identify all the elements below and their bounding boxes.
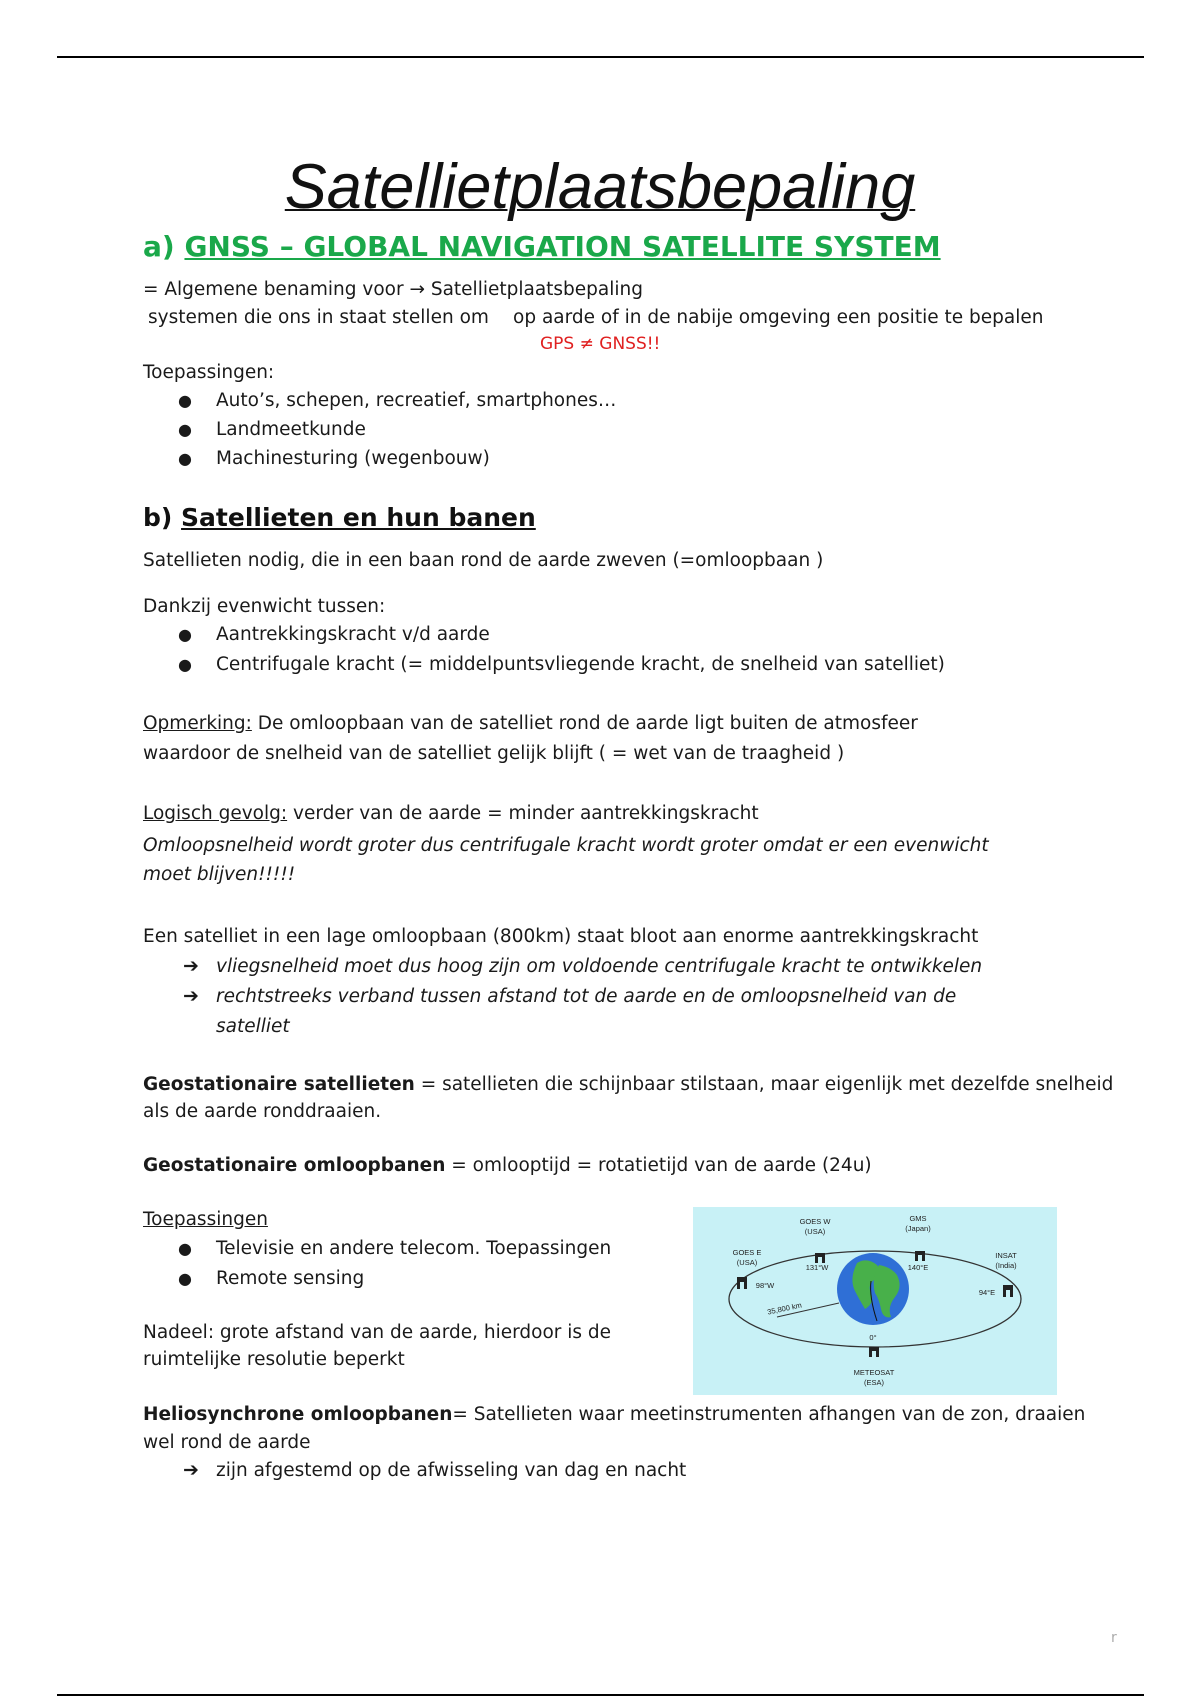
helio-arrow-text: zijn afgestemd op de afwisseling van dag en nacht <box>216 1460 687 1481</box>
geo-sat-line1 <box>143 1074 1113 1096</box>
remark-text: De omloopbaan van de satelliet rond de aarde ligt buiten de atmosfeer <box>251 713 918 734</box>
label-goes-e-sub: (USA) <box>736 1258 758 1267</box>
geo-orbit-line <box>143 1155 872 1177</box>
remark-line1 <box>143 713 918 735</box>
low-orbit-arrow-2a: rechtstreeks verband tussen afstand tot de aarde en de omloopsnelheid van de <box>216 986 957 1007</box>
label-goes-e: GOES E <box>732 1248 762 1257</box>
helio-label: Heliosynchrone omloopbanen <box>143 1404 453 1425</box>
geo-app-item-2: Remote sensing <box>216 1268 365 1289</box>
page-mark: r <box>1111 1630 1117 1646</box>
gps-note: GPS ≠ GNSS!! <box>540 334 661 354</box>
label-insat-sub: (India) <box>995 1261 1017 1270</box>
bullet-icon: ● <box>178 1239 192 1258</box>
arrow-right-icon: ➔ <box>183 985 199 1007</box>
bullet-icon: ● <box>178 420 192 439</box>
app-item-2: Landmeetkunde <box>216 419 366 440</box>
logical-italic-2: moet blijven!!!!! <box>143 864 296 885</box>
balance-label: Dankzij evenwicht tussen: <box>143 596 386 617</box>
label-insat: INSAT <box>995 1251 1017 1260</box>
geo-app-item-1: Televisie en andere telecom. Toepassingen <box>216 1238 612 1259</box>
disadvantage-line2: ruimtelijke resolutie beperkt <box>143 1349 405 1370</box>
section-b-heading <box>143 503 536 533</box>
satellite-insat-icon <box>1003 1285 1013 1297</box>
logical-text: verder van de aarde = minder aantrekkingskracht <box>287 803 759 824</box>
geostationary-orbit-diagram <box>693 1207 1057 1395</box>
balance-item-2: Centrifugale kracht (= middelpuntsvliegende kracht, de snelheid van satelliet) <box>216 654 945 675</box>
gnss-definition-line2b: op aarde of in de nabije omgeving een positie te bepalen <box>513 307 1044 328</box>
bullet-icon: ● <box>178 655 192 674</box>
balance-item-1: Aantrekkingskracht v/d aarde <box>216 624 490 645</box>
app-item-1: Auto’s, schepen, recreatief, smartphones… <box>216 390 617 411</box>
remark-label: Opmerking: <box>143 713 252 734</box>
section-a-prefix: a) <box>143 230 175 263</box>
orbit-intro: Satellieten nodig, die in een baan rond de aarde zweven (=omloopbaan ) <box>143 550 824 571</box>
geo-apps-label: Toepassingen <box>143 1209 268 1230</box>
helio-text: = Satellieten waar meetinstrumenten afhangen van de zon, draaien <box>452 1404 1086 1425</box>
section-b-prefix: b) <box>143 503 173 532</box>
label-meteosat-sub: (ESA) <box>863 1378 885 1387</box>
satellite-gms-icon <box>915 1251 925 1261</box>
logical-italic-1: Omloopsnelheid wordt groter dus centrifugale kracht wordt groter omdat er een evenwicht <box>143 835 989 856</box>
label-gms-deg: 140°E <box>907 1263 929 1272</box>
logical-line <box>143 803 759 825</box>
geo-orbit-text: = omlooptijd = rotatietijd van de aarde (24u) <box>445 1155 872 1176</box>
label-goes-w-sub: (USA) <box>804 1227 826 1236</box>
gnss-definition-line2a: systemen die ons in staat stellen om <box>148 307 489 328</box>
arrow-right-icon: ➔ <box>183 955 199 977</box>
label-goes-w-deg: 131°W <box>805 1263 829 1272</box>
apps-label: Toepassingen: <box>143 362 275 383</box>
geo-sat-line2: als de aarde ronddraaien. <box>143 1101 382 1122</box>
satellite-goes-e-icon <box>737 1277 747 1289</box>
helio-line2: wel rond de aarde <box>143 1432 311 1453</box>
low-orbit-arrow-1: vliegsnelheid moet dus hoog zijn om voldoende centrifugale kracht te ontwikkelen <box>216 956 983 977</box>
label-goes-e-deg: 98°W <box>755 1281 775 1290</box>
orbit-diagram-svg <box>693 1207 1057 1395</box>
label-meteosat: METEOSAT <box>853 1368 895 1377</box>
label-gms-sub: (Japan) <box>905 1224 931 1233</box>
satellite-goes-w-icon <box>815 1253 825 1263</box>
disadvantage-line1: Nadeel: grote afstand van de aarde, hierdoor is de <box>143 1322 612 1343</box>
label-insat-deg: 94°E <box>978 1288 996 1297</box>
section-b-title: Satellieten en hun banen <box>181 503 536 532</box>
gnss-definition-line1: = Algemene benaming voor → Satellietplaatsbepaling <box>143 279 644 300</box>
bottom-rule <box>57 1694 1144 1696</box>
bullet-icon: ● <box>178 625 192 644</box>
label-gms: GMS <box>909 1214 927 1223</box>
section-a-heading <box>143 230 941 264</box>
satellite-meteosat-icon <box>869 1347 879 1357</box>
helio-line1 <box>143 1404 1085 1426</box>
section-a-title: GNSS – GLOBAL NAVIGATION SATELLITE SYSTEM <box>184 230 941 263</box>
label-goes-w: GOES W <box>799 1217 831 1226</box>
geo-sat-label: Geostationaire satellieten <box>143 1074 415 1095</box>
label-distance: 35,800 km <box>766 1300 803 1317</box>
page-title: Satellietplaatsbepaling <box>284 152 916 222</box>
logical-label: Logisch gevolg: <box>143 803 288 824</box>
app-item-3: Machinesturing (wegenbouw) <box>216 448 490 469</box>
top-rule <box>57 56 1144 58</box>
bullet-icon: ● <box>178 449 192 468</box>
arrow-right-icon: ➔ <box>183 1459 199 1481</box>
low-orbit-line: Een satelliet in een lage omloopbaan (800km) staat bloot aan enorme aantrekkingskracht <box>143 926 979 947</box>
label-meteosat-deg: 0° <box>869 1333 877 1342</box>
remark-line2: waardoor de snelheid van de satelliet gelijk blijft ( = wet van de traagheid ) <box>143 743 845 764</box>
bullet-icon: ● <box>178 391 192 410</box>
low-orbit-arrow-2b: satelliet <box>216 1016 290 1037</box>
bullet-icon: ● <box>178 1269 192 1288</box>
geo-orbit-label: Geostationaire omloopbanen <box>143 1155 446 1176</box>
geo-sat-text: = satellieten die schijnbaar stilstaan, maar eigenlijk met dezelfde snelheid <box>414 1074 1114 1095</box>
